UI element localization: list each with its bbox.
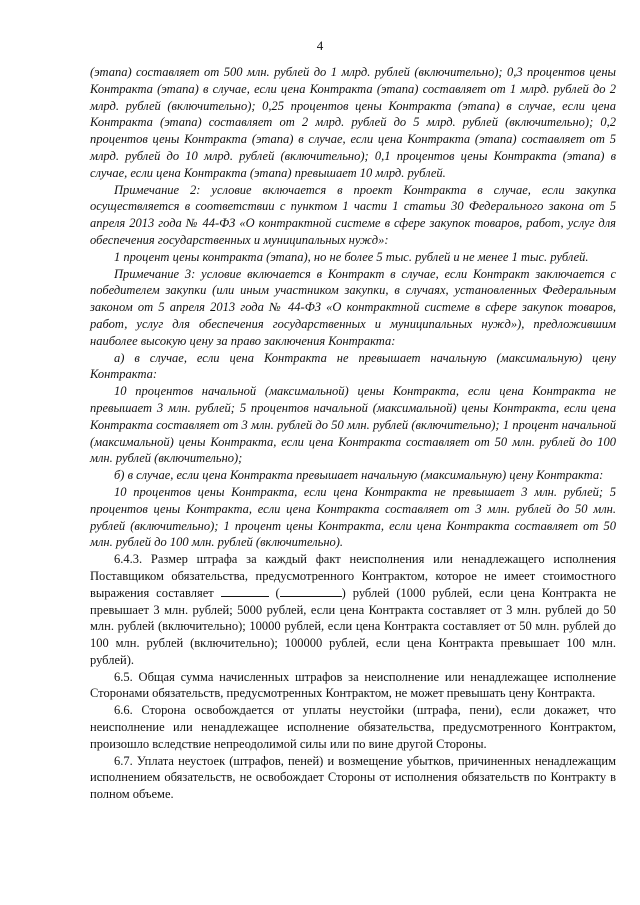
page-number: 4 <box>316 38 324 53</box>
paragraph-case-b: б) в случае, если цена Контракта превышает начальную (максимальную) цену Контракта: <box>114 468 604 483</box>
paragraph-case-a: а) в случае, если цена Контракта не превышает начальную (максимальную) цену Контракта: <box>90 350 616 382</box>
paragraph-6-6: 6.6. Сторона освобождается от уплаты неустойки (штрафа, пени), если докажет, что неисполнение или ненадлежащее исполнение обязательства, предусмотренного Контрактом, произошло вследствие непреодолимой силы или по вине другой Стороны. <box>90 703 616 751</box>
paragraph-6-4-3-text-end: ) рублей (1000 рублей, если цена Контракта не превышает 3 млн. рублей; 5000 рублей, если цена Контракта составляет от 3 млн. рублей до 50 млн. рублей (включительно); 10000 рублей, если цена Контракта составляет от 50 млн. рублей до 100 млн. рублей (включительно); 100000 рублей, если цена Контракта превышает 100 млн. рублей). <box>90 585 616 667</box>
paragraph-note-3: Примечание 3: условие включается в Контракт в случае, если Контракт заключается с победителем закупки (или иным участником закупки, в случаях, установленных Федеральным законом от 5 апреля 2013 года № 44-ФЗ «О контрактной системе в сфере закупок товаров, работ, услуг для обеспечения государственных и муниципальных нужд»), предложившим наиболее высокую цену за право заключения Контракта: <box>90 266 616 348</box>
paragraph-note-2-value: 1 процент цены контракта (этапа), но не более 5 тыс. рублей и не менее 1 тыс. рублей. <box>114 249 589 264</box>
paragraph-note-2: Примечание 2: условие включается в проект Контракта в случае, если закупка осуществляется в соответствии с пунктом 1 части 1 статьи 30 Федерального закона от 5 апреля 2013 года № 44-ФЗ «О контрактной системе в сфере закупок товаров, работ, услуг для обеспечения государственных и муниципальных нужд»: <box>90 182 616 247</box>
paragraph-6-4-3-text-mid: ( <box>268 585 280 600</box>
paragraph-6-4-3 <box>90 551 616 669</box>
fill-in-blank-amount <box>221 585 269 597</box>
paragraph-6-7: 6.7. Уплата неустоек (штрафов, пеней) и возмещение убытков, причиненных ненадлежащим исполнением обязательств, не освобождает Стороны от исполнения обязательств по Контракту в полном объеме. <box>90 753 616 802</box>
paragraph-case-a-rates: 10 процентов начальной (максимальной) цены Контракта, если цена Контракта не превышает 3 млн. рублей; 5 процентов начальной (максимальной) цены Контракта, если цена Контракта составляет от 3 млн. рублей до 50 млн. рублей (включительно); 1 процент начальной (максимальной) цены Контракта, если цена Контракта составляет от 50 млн. рублей до 100 млн. рублей (включительно); <box>90 384 616 466</box>
paragraph-6-5: 6.5. Общая сумма начисленных штрафов за неисполнение или ненадлежащее исполнение Сторонами обязательств, предусмотренных Контрактом, не может превышать цену Контракта. <box>90 669 616 701</box>
document-body <box>90 64 616 803</box>
paragraph-penalty-scale-continued: (этапа) составляет от 500 млн. рублей до 1 млрд. рублей (включительно); 0,3 процентов цены Контракта (этапа) в случае, если цена Контракта (этапа) составляет от 1 млрд. рублей до 2 млрд. рублей (включительно); 0,25 процентов цены Контракта (этапа) в случае, если цена Контракта (этапа) составляет от 2 млрд. рублей до 5 млрд. рублей (включительно); 0,2 процентов цены Контракта (этапа) в случае, если цена Контракта (этапа) составляет от 5 млрд. рублей до 10 млрд. рублей (включительно); 0,1 процентов цены Контракта (этапа) в случае, если цена Контракта (этапа) превышает 10 млрд. рублей. <box>90 65 616 180</box>
paragraph-6-4-3-text-start: 6.4.3. Размер штрафа за каждый факт неисполнения или ненадлежащего исполнения Поставщиком обязательства, предусмотренного Контрактом, которое не имеет стоимостного выражения составляет <box>90 552 616 600</box>
paragraph-case-b-rates: 10 процентов цены Контракта, если цена Контракта не превышает 3 млн. рублей; 5 процентов цены Контракта, если цена Контракта составляет от 3 млн. рублей до 50 млн. рублей (включительно); 1 процент цены Контракта, если цена Контракта составляет от 50 млн. рублей до 100 млн. рублей (включительно). <box>90 484 616 550</box>
fill-in-blank-amount-words <box>280 585 342 597</box>
